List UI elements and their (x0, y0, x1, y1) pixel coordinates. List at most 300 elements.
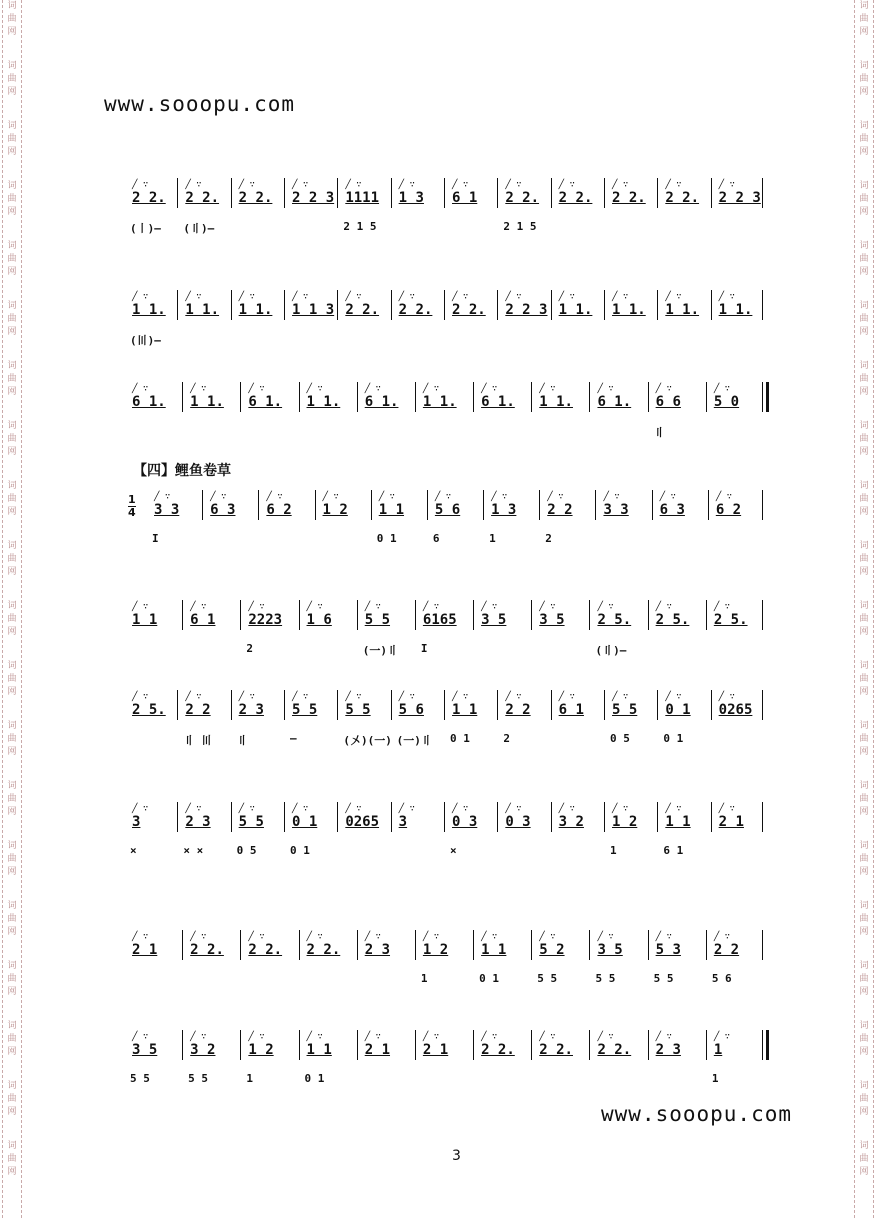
notes: 2 2. (481, 1042, 515, 1058)
margin-watermark-char: 曲 (7, 974, 17, 984)
lower-part: (〤)(一) (343, 734, 392, 747)
margin-watermark-char: 词 (7, 61, 17, 71)
margin-watermark-char: 词 (7, 601, 17, 611)
notes: 2 2. (539, 1042, 573, 1058)
margin-watermark-char: 网 (7, 987, 17, 997)
measure-notes (248, 384, 282, 410)
margin-watermark-char: 网 (7, 207, 17, 217)
notes: 2 2 (547, 502, 573, 518)
bar-line (706, 600, 707, 630)
measure-notes (292, 180, 334, 206)
measure-notes (539, 602, 564, 628)
right-margin-strip (854, 0, 874, 1218)
margin-watermark-char: 词 (7, 961, 17, 971)
ornament-marks: ╱ ∵ (422, 1032, 440, 1042)
measure-notes (505, 292, 547, 318)
margin-watermark-char: 词 (859, 541, 869, 551)
ornament-marks: ╱ ∵ (132, 804, 149, 814)
notes: 6 3 (659, 502, 685, 518)
ornament-marks: ╱ ∵ (713, 932, 731, 942)
ornament-marks: ╱ ∵ (238, 292, 255, 302)
margin-watermark-char: 曲 (7, 194, 17, 204)
margin-watermark-char: 曲 (859, 974, 869, 984)
score-line (128, 930, 768, 990)
ornament-marks: ╱ ∵ (185, 692, 202, 702)
bar-line (711, 178, 712, 208)
ornament-marks: ╱ ∵ (238, 804, 255, 814)
bar-line (604, 178, 605, 208)
ornament-marks: ╱ ∵ (132, 180, 149, 190)
ornament-marks: ╱ ∵ (190, 1032, 207, 1042)
measure-notes (239, 180, 273, 206)
bar-line (177, 290, 178, 320)
ornament-marks: ╱ ∵ (597, 932, 614, 942)
measure-notes (399, 804, 415, 830)
measure-notes (665, 692, 690, 718)
margin-watermark-char: 曲 (7, 1094, 17, 1104)
measure-notes (307, 602, 332, 628)
margin-watermark-char: 网 (7, 27, 17, 37)
left-margin-strip (2, 0, 22, 1218)
margin-watermark-char: 词 (7, 541, 17, 551)
ornament-marks: ╱ ∵ (597, 602, 614, 612)
margin-watermark-char: 网 (859, 807, 869, 817)
bar-line (648, 382, 649, 412)
margin-watermark-char: 网 (859, 447, 869, 457)
bar-line (551, 690, 552, 720)
lower-part: I (152, 532, 159, 545)
bar-line (657, 802, 658, 832)
margin-watermark-char: 词 (7, 661, 17, 671)
notes: 2 2. (665, 190, 700, 206)
notes: 1 1. (665, 302, 700, 318)
measure-notes (248, 602, 282, 628)
margin-watermark-char: 词 (7, 121, 17, 131)
notes: 0 1 (292, 814, 318, 830)
lower-part: 2 (246, 642, 253, 655)
notes: 1 1 (481, 942, 507, 958)
notes: 6 1 (190, 612, 216, 628)
margin-watermark-char: 词 (859, 961, 869, 971)
ornament-marks: ╱ ∵ (481, 932, 498, 942)
notes: 1 1. (539, 394, 573, 410)
ornament-marks: ╱ ∵ (715, 492, 733, 502)
margin-watermark-char: 曲 (7, 734, 17, 744)
ornament-marks: ╱ ∵ (713, 602, 731, 612)
ornament-marks: ╱ ∵ (481, 384, 498, 394)
bar-line (337, 690, 338, 720)
measure-notes (452, 804, 477, 830)
bar-line (444, 178, 445, 208)
bar-line (284, 290, 285, 320)
bar-line (711, 802, 712, 832)
notes: 1 1. (718, 302, 753, 318)
lower-part: 0 5 (236, 844, 257, 857)
notes: 1 1 (378, 502, 405, 518)
margin-watermark-char: 网 (7, 627, 17, 637)
measure-notes (719, 804, 744, 830)
measure-notes (547, 492, 572, 518)
bar-line (357, 1030, 358, 1060)
measure-notes (435, 492, 460, 518)
margin-watermark-char: 曲 (7, 14, 17, 24)
bar-line (657, 290, 658, 320)
ornament-marks: ╱ ∵ (665, 692, 682, 702)
lower-part: 2 1 5 (503, 220, 537, 233)
margin-watermark-char: 词 (859, 421, 869, 431)
section-title: 【四】鲤鱼卷草 (133, 463, 231, 479)
ornament-marks: ╱ ∵ (481, 602, 498, 612)
notes: 2 5. (597, 612, 632, 628)
bar-line (415, 382, 416, 412)
ornament-marks: ╱ ∵ (154, 492, 171, 502)
ornament-marks: ╱ ∵ (659, 492, 676, 502)
ornament-marks: ╱ ∵ (422, 602, 440, 612)
ornament-marks: ╱ ∵ (306, 384, 323, 394)
margin-watermark-char: 网 (859, 507, 869, 517)
margin-watermark-char: 曲 (7, 374, 17, 384)
margin-watermark-char: 词 (859, 121, 869, 131)
margin-watermark-char: 词 (859, 1141, 869, 1151)
ornament-marks: ╱ ∵ (713, 1032, 731, 1042)
bar-line (299, 930, 300, 960)
margin-watermark-char: 网 (7, 567, 17, 577)
margin-watermark-char: 网 (7, 447, 17, 457)
ornament-marks: ╱ ∵ (306, 932, 323, 942)
ornament-marks: ╱ ∵ (292, 804, 309, 814)
margin-watermark-char: 网 (7, 507, 17, 517)
margin-watermark-char: 词 (859, 781, 869, 791)
bar-line (531, 382, 532, 412)
notes: 5 5 (345, 702, 371, 718)
margin-watermark-char: 词 (7, 301, 17, 311)
bar-line (231, 178, 232, 208)
measure-notes (452, 180, 477, 206)
margin-watermark-char: 网 (7, 327, 17, 337)
bar-line (473, 930, 474, 960)
measure-notes (597, 1032, 631, 1058)
margin-watermark-char: 网 (859, 267, 869, 277)
notes: 2 1 (422, 1042, 449, 1058)
ornament-marks: ╱ ∵ (132, 932, 149, 942)
ornament-marks: ╱ ∵ (655, 384, 672, 394)
bar-line (657, 178, 658, 208)
measure-notes (190, 932, 224, 958)
lower-part: I (420, 642, 428, 655)
ornament-marks: ╱ ∵ (665, 292, 682, 302)
end-bar-line (762, 290, 763, 320)
ornament-marks: ╱ ∵ (345, 292, 362, 302)
ornament-marks: ╱ ∵ (306, 602, 323, 612)
notes: 6 1. (481, 394, 515, 410)
ornament-marks: ╱ ∵ (190, 602, 207, 612)
end-bar-line (762, 930, 763, 960)
notes: 2 5. (132, 702, 166, 718)
ornament-marks: ╱ ∵ (322, 492, 339, 502)
measure-notes (132, 180, 166, 206)
bar-line (539, 490, 540, 520)
page-number: 3 (452, 1148, 461, 1164)
bar-line (182, 600, 183, 630)
ornament-marks: ╱ ∵ (665, 804, 682, 814)
bar-line (589, 930, 590, 960)
measure-notes (505, 692, 530, 718)
margin-watermark-char: 曲 (7, 134, 17, 144)
margin-watermark-char: 曲 (7, 1154, 17, 1164)
notes: 1 1. (190, 394, 224, 410)
measure-notes (190, 384, 224, 410)
ornament-marks: ╱ ∵ (655, 932, 672, 942)
ornament-marks: ╱ ∵ (398, 180, 415, 190)
margin-watermark-char: 词 (7, 1081, 17, 1091)
ornament-marks: ╱ ∵ (655, 1032, 672, 1042)
ornament-marks: ╱ ∵ (398, 692, 415, 702)
bar-line (444, 690, 445, 720)
measure-notes (248, 1032, 273, 1058)
margin-watermark-char: 网 (859, 27, 869, 37)
margin-watermark-char: 网 (7, 87, 17, 97)
end-bar-line (762, 1030, 769, 1060)
notes: 2 2. (306, 942, 341, 958)
bar-line (391, 290, 392, 320)
bar-line (589, 382, 590, 412)
notes: 2 2. (132, 190, 166, 206)
measure-notes (491, 492, 516, 518)
bar-line (595, 490, 596, 520)
bar-line (182, 1030, 183, 1060)
ornament-marks: ╱ ∵ (238, 692, 255, 702)
bar-line (497, 178, 498, 208)
measure-notes (539, 1032, 573, 1058)
measure-notes (539, 932, 564, 958)
margin-watermark-char: 曲 (859, 314, 869, 324)
margin-watermark-char: 曲 (859, 854, 869, 864)
notes: 2 3 (238, 702, 264, 718)
ornament-marks: ╱ ∵ (364, 384, 381, 394)
ornament-marks: ╱ ∵ (132, 602, 149, 612)
notes: 0265 (345, 814, 380, 830)
end-bar-line (762, 178, 763, 208)
ornament-marks: ╱ ∵ (132, 1032, 149, 1042)
margin-watermark-char: 网 (859, 87, 869, 97)
ornament-marks: ╱ ∵ (248, 384, 265, 394)
lower-part: 0 1 (479, 972, 499, 985)
bar-line (604, 802, 605, 832)
margin-watermark-char: 网 (859, 207, 869, 217)
ornament-marks: ╱ ∵ (398, 292, 415, 302)
measure-notes (323, 492, 348, 518)
measure-notes (656, 1032, 681, 1058)
notes: 6 1 (558, 702, 584, 718)
notes: 1 1 (306, 1042, 332, 1058)
lower-part: 1 (246, 1072, 253, 1085)
bar-line (231, 290, 232, 320)
bar-line (711, 690, 712, 720)
ornament-marks: ╱ ∵ (597, 384, 614, 394)
notes: 1 2 (248, 1042, 274, 1058)
margin-watermark-char: 曲 (859, 374, 869, 384)
bar-line (648, 930, 649, 960)
measure-notes (345, 804, 379, 830)
notes: 5 6 (398, 702, 424, 718)
margin-watermark-char: 曲 (859, 1094, 869, 1104)
notes: 2 2 3 (505, 302, 548, 318)
notes: 2 1 (364, 1042, 391, 1058)
measure-notes (719, 292, 753, 318)
measure-notes (714, 932, 739, 958)
measure-notes (719, 692, 753, 718)
measure-notes (132, 692, 166, 718)
margin-watermark-char: 词 (7, 781, 17, 791)
margin-watermark-char: 词 (859, 601, 869, 611)
measure-notes (714, 1032, 730, 1058)
measure-notes (132, 932, 157, 958)
ornament-marks: ╱ ∵ (452, 692, 469, 702)
bar-line (299, 600, 300, 630)
bar-line (648, 600, 649, 630)
end-bar-line (762, 802, 763, 832)
lower-part: — (290, 732, 297, 745)
lower-part: × × (183, 844, 204, 857)
time-signature-numerator: 1 (128, 493, 136, 506)
bar-line (497, 802, 498, 832)
ornament-marks: ╱ ∵ (345, 692, 362, 702)
measure-notes (185, 292, 219, 318)
lower-part: 0 1 (290, 844, 310, 857)
ornament-marks: ╱ ∵ (238, 180, 255, 190)
measure-notes (603, 492, 628, 518)
measure-notes (399, 692, 424, 718)
lower-part: 5 5 (130, 1072, 150, 1085)
margin-watermark-char: 曲 (7, 854, 17, 864)
margin-watermark-char: 网 (859, 1047, 869, 1057)
margin-watermark-char: 词 (859, 901, 869, 911)
ornament-marks: ╱ ∵ (505, 804, 522, 814)
notes: 1 1. (612, 302, 646, 318)
notes: 6 1. (248, 394, 283, 410)
lower-part: 〢 (236, 734, 248, 747)
lower-part: 0 1 (663, 732, 684, 745)
ornament-marks: ╱ ∵ (210, 492, 227, 502)
measure-notes (190, 602, 215, 628)
bar-line (231, 802, 232, 832)
measure-notes (239, 804, 264, 830)
ornament-marks: ╱ ∵ (248, 602, 265, 612)
ornament-marks: ╱ ∵ (539, 932, 556, 942)
ornament-marks: ╱ ∵ (603, 492, 620, 502)
lower-part: 5 5 (595, 972, 616, 985)
score-line (128, 178, 768, 238)
margin-watermark-char: 网 (859, 687, 869, 697)
bar-line (182, 382, 183, 412)
bar-line (202, 490, 203, 520)
margin-watermark-char: 曲 (859, 554, 869, 564)
measure-notes (452, 692, 477, 718)
margin-watermark-char: 网 (7, 1167, 17, 1177)
margin-watermark-char: 词 (859, 721, 869, 731)
end-bar-line (762, 382, 769, 412)
measure-notes (379, 492, 404, 518)
measure-notes (665, 180, 699, 206)
lower-part: 0 1 (450, 732, 470, 745)
notes: 2 2. (612, 190, 646, 206)
notes: 3 (132, 814, 141, 830)
ornament-marks: ╱ ∵ (292, 292, 309, 302)
bar-line (284, 690, 285, 720)
ornament-marks: ╱ ∵ (292, 180, 309, 190)
measure-notes (399, 180, 424, 206)
measure-notes (365, 384, 399, 410)
lower-part: 〢 〣 (183, 734, 212, 747)
measure-notes (307, 384, 341, 410)
notes: 1 2 (322, 502, 348, 518)
notes: 1 (713, 1042, 723, 1058)
margin-watermark-char: 词 (7, 1021, 17, 1031)
measure-notes (248, 932, 282, 958)
measure-notes (239, 692, 264, 718)
measure-notes (423, 1032, 448, 1058)
notes: 2 2. (190, 942, 224, 958)
measure-notes (481, 384, 515, 410)
notes: 1 1 (665, 814, 691, 830)
margin-watermark-char: 网 (7, 1107, 17, 1117)
time-signature (128, 494, 136, 519)
ornament-marks: ╱ ∵ (612, 692, 629, 702)
lower-part: 1 (420, 972, 428, 985)
margin-watermark-char: 词 (859, 361, 869, 371)
margin-watermark-char: 词 (7, 1141, 17, 1151)
lower-part: 0 5 (610, 732, 630, 745)
ornament-marks: ╱ ∵ (558, 804, 575, 814)
measure-notes (719, 180, 761, 206)
notes: 3 2 (558, 814, 584, 830)
measure-notes (365, 932, 390, 958)
margin-watermark-char: 词 (7, 361, 17, 371)
margin-watermark-char: 网 (7, 807, 17, 817)
ornament-marks: ╱ ∵ (452, 292, 469, 302)
ornament-marks: ╱ ∵ (558, 180, 575, 190)
ornament-marks: ╱ ∵ (718, 692, 735, 702)
notes: 3 (398, 814, 408, 830)
bar-line (284, 802, 285, 832)
bar-line (415, 1030, 416, 1060)
notes: 2 1 (132, 942, 158, 958)
notes: 1 1 3 (292, 302, 335, 318)
notes: 0 3 (452, 814, 478, 830)
bar-line (240, 930, 241, 960)
ornament-marks: ╱ ∵ (713, 384, 731, 394)
margin-watermark-char: 曲 (7, 494, 17, 504)
bar-line (531, 600, 532, 630)
ornament-marks: ╱ ∵ (248, 932, 265, 942)
margin-watermark-char: 词 (859, 1021, 869, 1031)
ornament-marks: ╱ ∵ (597, 1032, 614, 1042)
measure-notes (132, 1032, 157, 1058)
ornament-marks: ╱ ∵ (481, 1032, 498, 1042)
notes: 2 2 (185, 702, 211, 718)
margin-watermark-char: 词 (859, 181, 869, 191)
notes: 1 1. (238, 302, 273, 318)
notes: 1 1. (422, 394, 457, 410)
notes: 6 1. (364, 394, 399, 410)
notes: 5 5 (238, 814, 264, 830)
ornament-marks: ╱ ∵ (505, 292, 522, 302)
measure-notes (597, 932, 622, 958)
margin-watermark-char: 曲 (859, 674, 869, 684)
score-line (128, 382, 768, 442)
notes: 2 5. (713, 612, 748, 628)
bar-line (473, 600, 474, 630)
